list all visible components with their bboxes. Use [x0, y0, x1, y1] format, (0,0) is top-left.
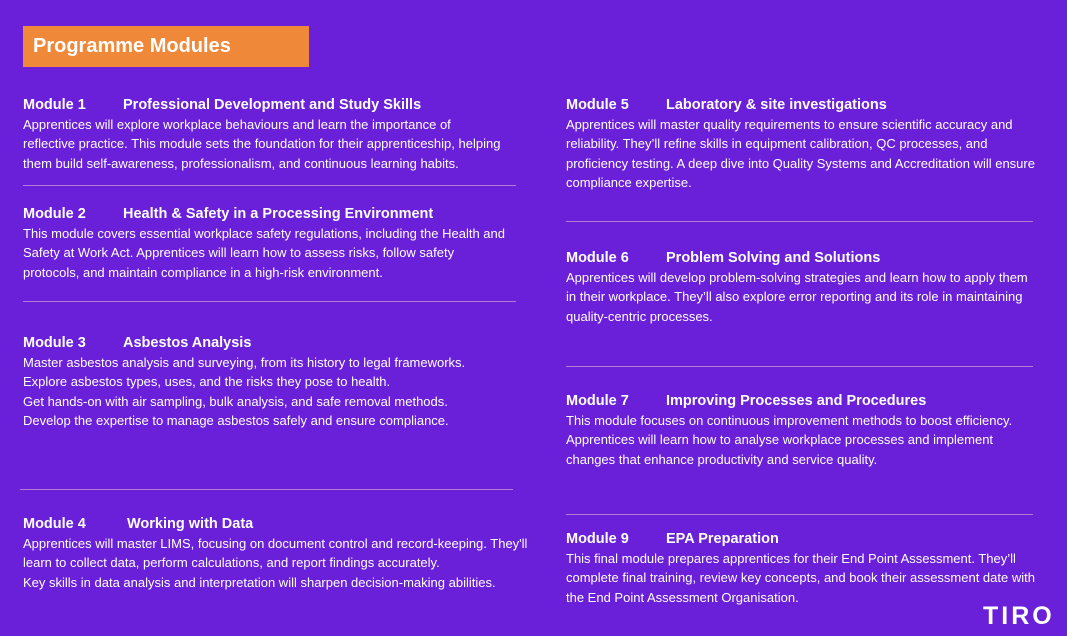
description-line: in their workplace. They’ll also explore error reporting and its role in maintaining — [566, 289, 1023, 305]
divider — [566, 221, 1033, 222]
description-line: complete final training, review key concepts, and book their assessment date with — [566, 570, 1035, 586]
module-number: Module 3 — [23, 335, 86, 351]
description-line: changes that enhance productivity and service quality. — [566, 451, 878, 467]
description-line: Master asbestos analysis and surveying, from its history to legal frameworks. — [23, 355, 466, 370]
module-7 — [566, 391, 1012, 469]
module-number: Module 1 — [23, 97, 86, 113]
module-description — [566, 549, 1035, 607]
module-2 — [23, 204, 505, 282]
module-5 — [566, 95, 1035, 192]
module-number: Module 4 — [23, 516, 86, 532]
module-heading — [566, 95, 1035, 115]
description-line: This module focuses on continuous improvement methods to boost efficiency. — [566, 413, 1013, 428]
description-line: Safety at Work Act. Apprentices will learn how to assess risks, follow safety — [23, 245, 455, 261]
description-line: Explore asbestos types, uses, and the risks they pose to health. — [23, 374, 391, 390]
description-line: This module covers essential workplace safety regulations, including the Health and — [23, 226, 505, 241]
module-description — [566, 115, 1035, 192]
description-line: Key skills in data analysis and interpretation will sharpen decision-making abilities. — [23, 574, 496, 590]
description-line: the End Point Assessment Organisation. — [566, 589, 799, 605]
description-line: reliability. They’ll refine skills in equipment calibration, QC processes, and — [566, 136, 988, 152]
description-line: Develop the expertise to manage asbestos safely and ensure compliance. — [23, 412, 449, 428]
module-name: Laboratory & site investigations — [666, 97, 887, 113]
description-line: compliance expertise. — [566, 174, 692, 190]
tiro-logo: TIRO — [983, 602, 1055, 630]
description-line: Get hands-on with air sampling, bulk analysis, and safe removal methods. — [23, 393, 448, 409]
page-title: Programme Modules — [33, 35, 231, 57]
module-description — [566, 268, 1028, 326]
divider — [20, 489, 513, 490]
module-9 — [566, 529, 1035, 607]
module-name: Working with Data — [127, 516, 254, 532]
module-description — [23, 534, 527, 592]
module-heading — [23, 333, 465, 353]
module-description — [566, 411, 1012, 469]
divider — [23, 301, 516, 302]
module-4 — [23, 514, 527, 592]
divider — [23, 185, 516, 186]
description-line: them build self-awareness, professionalism, and continuous learning habits. — [23, 155, 459, 171]
description-line: protocols, and maintain compliance in a high-risk environment. — [23, 264, 383, 280]
module-name: Health & Safety in a Processing Environment — [123, 206, 434, 222]
module-heading — [23, 204, 505, 224]
description-line: This final module prepares apprentices for their End Point Assessment. They’ll — [566, 551, 1016, 566]
divider — [566, 366, 1033, 367]
module-heading — [566, 529, 1035, 549]
module-description — [23, 115, 500, 173]
description-line: Apprentices will master LIMS, focusing on document control and record-keeping. They'll — [23, 536, 528, 551]
module-number: Module 7 — [566, 393, 629, 409]
description-line: quality-centric processes. — [566, 308, 713, 324]
description-line: learn to collect data, perform calculations, and report findings accurately. — [23, 555, 440, 571]
module-name: Professional Development and Study Skills — [123, 97, 422, 113]
module-description — [23, 353, 465, 430]
module-name: EPA Preparation — [666, 531, 779, 547]
module-heading — [566, 391, 1012, 411]
divider — [566, 514, 1033, 515]
module-heading — [23, 514, 527, 534]
module-heading — [23, 95, 500, 115]
module-number: Module 5 — [566, 97, 629, 113]
description-line: Apprentices will develop problem-solving strategies and learn how to apply them — [566, 270, 1028, 285]
module-3 — [23, 333, 465, 430]
description-line: Apprentices will master quality requirements to ensure scientific accuracy and — [566, 117, 1013, 132]
module-name: Problem Solving and Solutions — [666, 250, 881, 266]
description-line: Apprentices will explore workplace behaviours and learn the importance of — [23, 117, 451, 132]
page-title-banner — [23, 26, 309, 67]
module-heading — [566, 248, 1028, 268]
module-number: Module 2 — [23, 206, 86, 222]
module-6 — [566, 248, 1028, 326]
module-description — [23, 224, 505, 282]
module-number: Module 9 — [566, 531, 629, 547]
module-1 — [23, 95, 500, 173]
description-line: Apprentices will learn how to analyse workplace processes and implement — [566, 432, 994, 448]
module-name: Improving Processes and Procedures — [666, 393, 927, 409]
module-number: Module 6 — [566, 250, 629, 266]
description-line: proficiency testing. A deep dive into Quality Systems and Accreditation will ensure — [566, 155, 1035, 171]
description-line: reflective practice. This module sets the foundation for their apprenticeship, helping — [23, 136, 501, 152]
module-name: Asbestos Analysis — [123, 335, 252, 351]
